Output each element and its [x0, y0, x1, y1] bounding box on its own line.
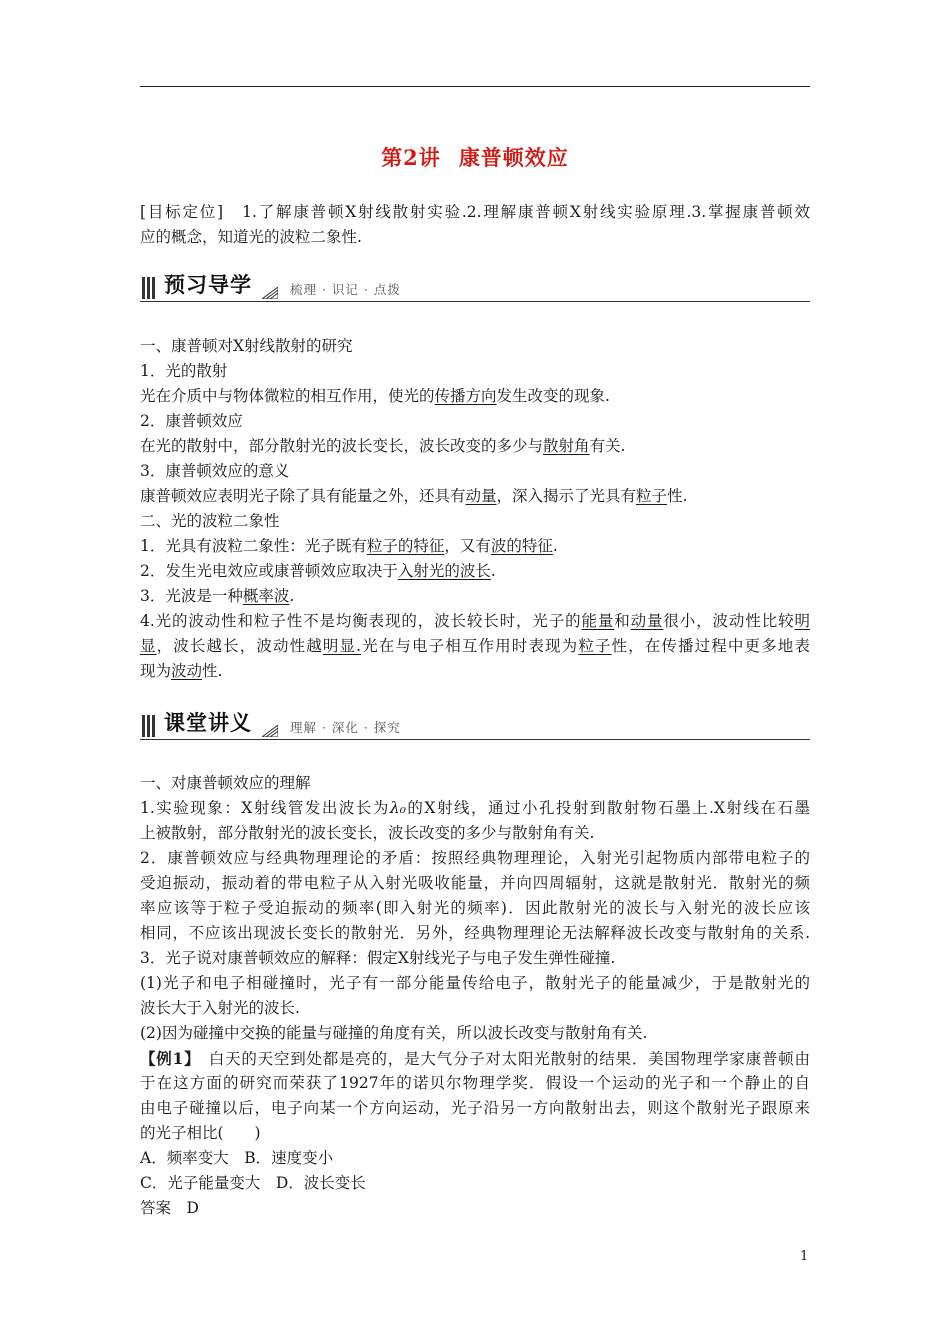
- preview-heading-2: 二、光的波粒二象性: [140, 512, 280, 530]
- lecture-para-4-line-2: 波长大于入射光的波长.: [140, 999, 300, 1017]
- objectives-line-1: [目标定位] 1.了解康普顿X射线散射实验.2.理解康普顿X射线实验原理.3.掌握康普顿效: [140, 203, 810, 221]
- section-rule: [140, 301, 810, 302]
- blank-answer: 动量: [465, 487, 497, 505]
- lecture-para-1-line-1: 1.实验现象：X射线管发出波长为λ₀的X射线，通过小孔投射到散射物石墨上.X射线在石墨: [140, 799, 810, 817]
- header-rule: [140, 86, 810, 87]
- preview-item-3-title: 3．康普顿效应的意义: [140, 462, 290, 480]
- blank-answer: 粒子: [636, 487, 668, 505]
- preview-heading-1: 一、康普顿对X射线散射的研究: [140, 337, 353, 355]
- blank-answer: 粒子: [578, 637, 612, 655]
- lecture-para-5: (2)因为碰撞中交换的能量与碰撞的角度有关，所以波长改变与散射角有关.: [140, 1024, 648, 1042]
- preview-point-4-line-2: 显，波长越长，波动性越明显.光在与电子相互作用时表现为粒子性，在传播过程中更多地表: [140, 637, 810, 655]
- lesson-title: 第2讲 康普顿效应: [381, 145, 569, 170]
- lecture-heading-1: 一、对康普顿效应的理解: [140, 774, 311, 792]
- preview-item-1-text: 光在介质中与物体微粒的相互作用，使光的传播方向发生改变的现象.: [140, 387, 610, 405]
- stripes-icon: [142, 715, 160, 737]
- example-options-cd: C．光子能量变大 D．波长变长: [140, 1174, 366, 1192]
- blank-answer: 概率波: [242, 587, 290, 605]
- stripes-icon: [142, 277, 160, 299]
- preview-point-2: 2．发生光电效应或康普顿效应取决于入射光的波长.: [140, 562, 496, 580]
- example-label: 【例1】: [140, 1049, 193, 1068]
- section-heading: 预习导学: [164, 273, 252, 297]
- section-subheading: 理解 · 深化 · 探究: [290, 720, 401, 735]
- preview-item-3-text: 康普顿效应表明光子除了具有能量之外，还具有动量，深入揭示了光具有粒子性.: [140, 487, 688, 505]
- blank-answer: 粒子的特征: [366, 537, 445, 555]
- example-answer: 答案 D: [140, 1199, 199, 1217]
- preview-point-3: 3．光波是一种概率波.: [140, 587, 295, 605]
- blank-answer: 入射光的波长: [397, 562, 491, 580]
- example-line-2: 于在这方面的研究而荣获了1927年的诺贝尔物理学奖．假设一个运动的光子和一个静止的自: [140, 1074, 810, 1092]
- preview-item-1-title: 1．光的散射: [140, 362, 228, 380]
- lecture-para-2-line-2: 受迫振动，振动着的带电粒子从入射光吸收能量，并向四周辐射，这就是散射光．散射光的频: [140, 874, 810, 892]
- hatch-icon: [262, 287, 278, 299]
- blank-answer: 波动: [171, 662, 203, 680]
- blank-answer: 显: [140, 637, 157, 655]
- example-options-ab: A．频率变大 B．速度变小: [140, 1149, 334, 1167]
- page-number: 1: [800, 1249, 809, 1264]
- blank-answer: 传播方向: [434, 387, 497, 405]
- section-banner-preview: [140, 268, 810, 304]
- lambda-symbol: λ₀: [389, 799, 406, 817]
- example-line-3: 由电子碰撞以后，电子向某一个方向运动，光子沿另一方向散射出去，则这个散射光子跟原来: [140, 1099, 810, 1117]
- blank-answer: 明显.: [322, 637, 362, 655]
- blank-answer: 波的特征: [490, 537, 553, 555]
- lecture-para-3: 3．光子说对康普顿效应的解释：假定X射线光子与电子发生弹性碰撞.: [140, 949, 616, 967]
- blank-answer: 能量: [581, 612, 615, 630]
- blank-answer: 散射角: [543, 437, 590, 455]
- blank-answer: 动量: [630, 612, 664, 630]
- example-line-4: 的光子相比( ): [140, 1124, 261, 1142]
- preview-item-2-title: 2．康普顿效应: [140, 412, 243, 430]
- objectives-line-2: 应的概念，知道光的波粒二象性.: [140, 228, 362, 246]
- preview-point-1: 1．光具有波粒二象性：光子既有粒子的特征，又有波的特征.: [140, 537, 558, 555]
- section-rule: [140, 739, 810, 740]
- lecture-para-2-line-1: 2．康普顿效应与经典物理理论的矛盾：按照经典物理理论，入射光引起物质内部带电粒子的: [140, 849, 810, 867]
- preview-item-2-text: 在光的散射中，部分散射光的波长变长，波长改变的多少与散射角有关.: [140, 437, 626, 455]
- lecture-para-2-line-3: 率应该等于粒子受迫振动的频率(即入射光的频率)．因此散射光的波长与入射光的波长应该: [140, 899, 810, 917]
- preview-point-4-line-3: 现为波动性.: [140, 662, 223, 680]
- section-heading: 课堂讲义: [164, 711, 252, 735]
- section-banner-lecture: [140, 706, 810, 742]
- blank-answer: 明: [794, 612, 810, 630]
- example-line-1: 【例1】 白天的天空到处都是亮的，是大气分子对太阳光散射的结果．美国物理学家康普顿由: [140, 1049, 810, 1068]
- preview-point-4-line-1: 4.光的波动性和粒子性不是均衡表现的，波长较长时，光子的能量和动量很小，波动性比较明: [140, 612, 810, 630]
- section-subheading: 梳理 · 识记 · 点拨: [290, 282, 401, 297]
- lecture-para-4-line-1: (1)光子和电子相碰撞时，光子有一部分能量传给电子，散射光子的能量减少，于是散射光的: [140, 974, 810, 992]
- lecture-para-1-line-2: 上被散射，部分散射光的波长变长，波长改变的多少与散射角有关.: [140, 824, 595, 842]
- hatch-icon: [262, 725, 278, 737]
- lecture-para-2-line-4: 相同，不应该出现波长变长的散射光．另外，经典物理理论无法解释波长改变与散射角的关系.: [140, 924, 810, 942]
